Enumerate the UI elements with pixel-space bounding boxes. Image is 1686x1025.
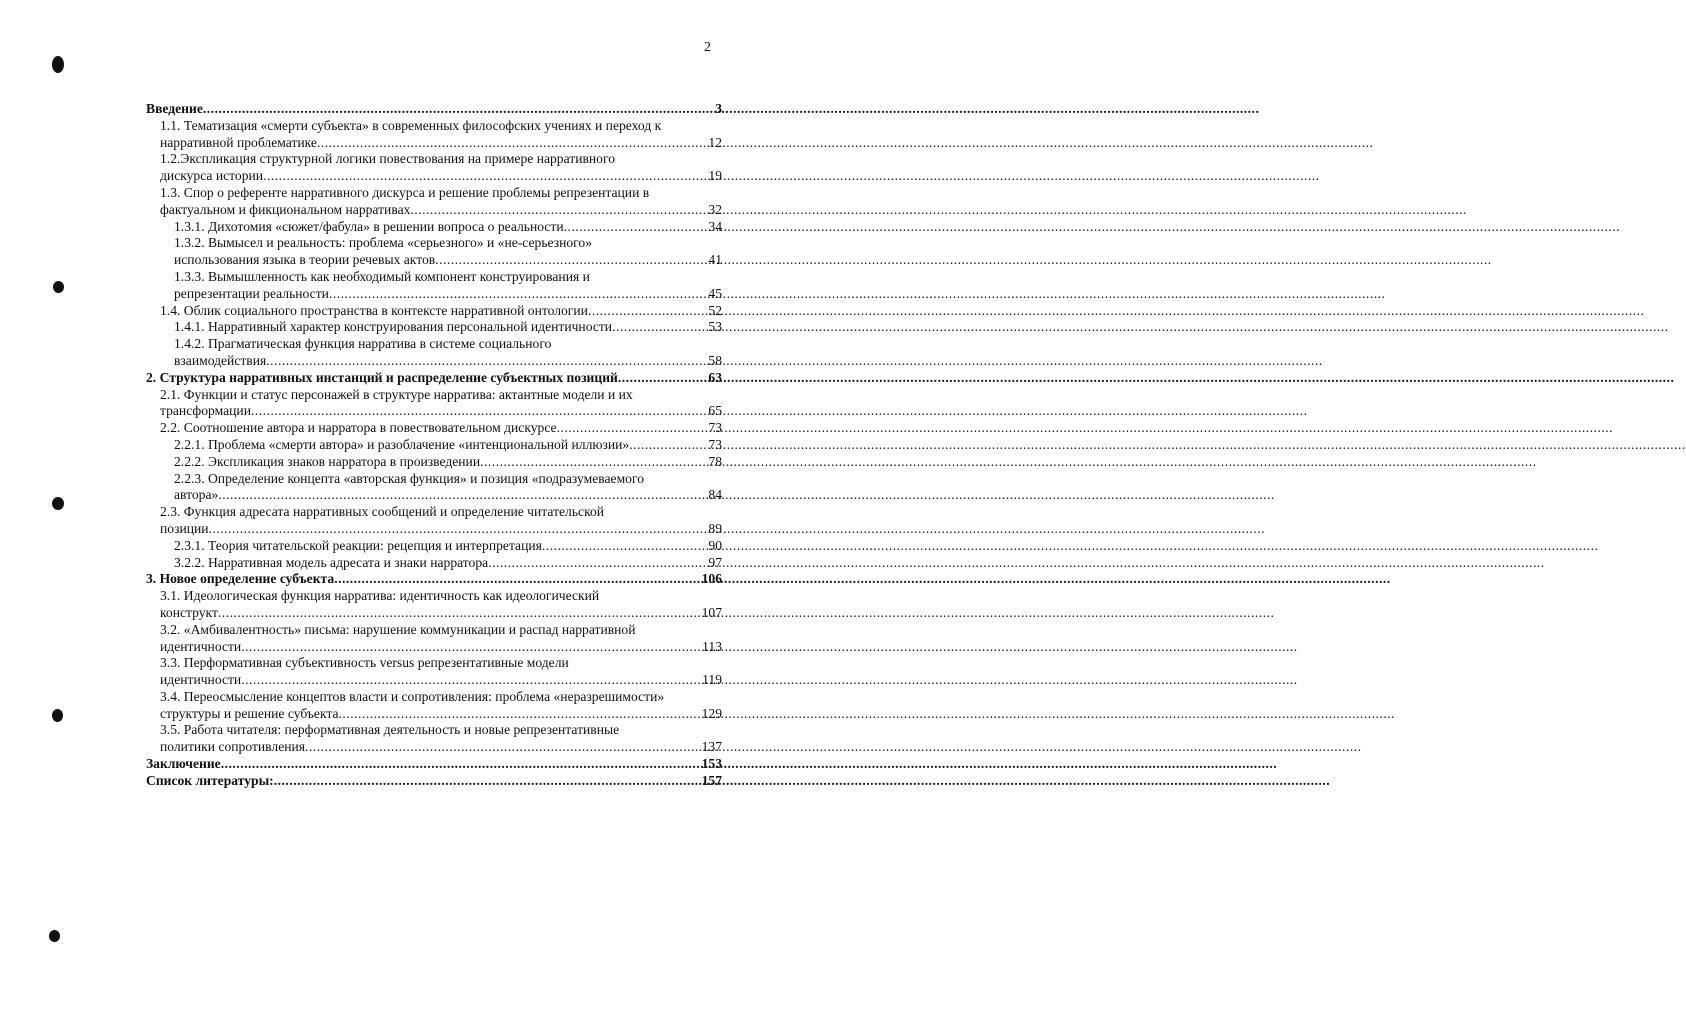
toc-entry (146, 168, 722, 185)
page-number: 2 (704, 40, 711, 55)
toc-entry-title: 1.3.3. Вымышленность как необходимый компонент конструирования и (174, 268, 590, 284)
toc-entry-page: 157 (701, 772, 722, 788)
toc-entry (146, 353, 722, 370)
toc-entry-title: автора» (174, 487, 219, 503)
toc-entry-title: 1.3.1. Дихотомия «сюжет/фабула» в решении вопроса о реальности (174, 218, 564, 234)
toc-entry (146, 219, 722, 236)
toc-entry (146, 403, 722, 420)
toc-entry-page: 107 (701, 604, 722, 620)
toc-entry-page: 3 (715, 101, 722, 116)
toc-entry-page: 89 (708, 520, 722, 536)
toc-entry-title: 3.4. Переосмысление концептов власти и сопротивления: проблема «неразрешимости» (160, 688, 665, 704)
toc-leader-dots (266, 353, 706, 370)
toc-entry-title: 2.2.1. Проблема «смерти автора» и разоблачение «интенциональной иллюзии» (174, 436, 630, 452)
toc-entry-page: 137 (701, 739, 722, 755)
toc-entry-title: 2.1. Функции и статус персонажей в структуре нарратива: актантные модели и их (160, 386, 633, 402)
toc-leader-dots (251, 403, 706, 420)
toc-entry-page: 129 (701, 705, 722, 721)
toc-entry (146, 269, 722, 286)
toc-entry-title: Заключение (146, 756, 221, 772)
toc-entry (146, 454, 722, 471)
toc-entry-title: 1.3.2. Вымысел и реальность: проблема «серьезного» и «не-серьезного» (174, 235, 593, 251)
toc-leader-dots (410, 202, 706, 219)
toc-entry-title: 2.2.3. Определение концепта «авторская функция» и позиция «подразумеваемого (174, 470, 644, 486)
toc-entry (146, 135, 722, 152)
toc-entry-title: взаимодействия (174, 352, 267, 368)
toc-entry (146, 336, 722, 353)
toc-leader-dots (241, 639, 700, 656)
toc-leader-dots (218, 605, 700, 622)
toc-entry (146, 655, 722, 672)
toc-entry (146, 370, 722, 387)
toc-entry-page: 12 (708, 134, 722, 150)
toc-leader-dots (588, 303, 706, 320)
toc-entry-title: 2. Структура нарративных инстанций и распределение субъектных позиций (146, 369, 618, 385)
toc-entry-title: 3.2. «Амбивалентность» письма: нарушение коммуникации и распад нарративной (160, 621, 636, 637)
toc-entry (146, 101, 722, 118)
toc-entry (146, 622, 722, 639)
toc-entry (146, 487, 722, 504)
toc-entry-title: 3.1. Идеологическая функция нарратива: идентичность как идеологический (160, 588, 600, 604)
toc-leader-dots (612, 319, 706, 336)
toc-entry (146, 387, 722, 404)
binder-hole-mark (49, 930, 60, 942)
toc-entry (146, 722, 722, 739)
toc-entry-title: позиции (160, 520, 209, 536)
toc-entry-page: 41 (708, 252, 722, 268)
toc-entry-title: использования языка в теории речевых актов (174, 252, 436, 268)
toc-entry-page: 53 (708, 319, 722, 335)
toc-entry-title: 3. Новое определение субъекта (146, 571, 335, 587)
binder-hole-mark (52, 709, 63, 722)
toc-entry (146, 538, 722, 555)
binder-hole-mark (52, 497, 64, 510)
toc-entry-title: 2.2.2. Экспликация знаков нарратора в произведении (174, 453, 481, 469)
toc-entry-page: 32 (708, 201, 722, 217)
toc-entry-page: 119 (702, 672, 722, 688)
toc-entry-title: 3.3. Перформативная субъективность versus репрезентативные модели (160, 655, 569, 671)
toc-entry-page: 90 (708, 537, 722, 553)
toc-entry (146, 286, 722, 303)
toc-entry (146, 689, 722, 706)
toc-leader-dots (274, 773, 700, 790)
toc-entry-title: идентичности (160, 638, 242, 654)
binder-hole-mark (53, 281, 64, 293)
toc-entry (146, 521, 722, 538)
toc-leader-dots (334, 571, 699, 588)
toc-entry-title: 1.1. Тематизация «смерти субъекта» в современных философских учениях и переход к (160, 117, 662, 133)
toc-leader-dots (209, 521, 707, 538)
toc-entry-page: 19 (708, 168, 722, 184)
toc-leader-dots (542, 538, 707, 555)
toc-entry-title: конструкт (160, 604, 218, 620)
toc-entry (146, 739, 722, 756)
toc-entry (146, 303, 722, 320)
toc-entry-title: трансформации (160, 403, 251, 419)
toc-leader-dots (488, 555, 706, 572)
toc-entry (146, 571, 722, 588)
toc-entry-title: Список литературы: (146, 772, 274, 788)
toc-entry (146, 151, 722, 168)
toc-entry (146, 235, 722, 252)
toc-entry-title: 3.5. Работа читателя: перформативная деятельность и новые репрезентативные (160, 722, 620, 738)
toc-leader-dots (203, 101, 713, 118)
toc-leader-dots (480, 454, 706, 471)
toc-entry-page: 97 (708, 554, 722, 570)
toc-entry-title: политики сопротивления (160, 739, 306, 755)
toc-entry (146, 471, 722, 488)
toc-entry (146, 773, 722, 790)
toc-entry-page: 34 (708, 218, 722, 234)
toc-entry-title: 1.4. Облик социального пространства в контексте нарративной онтологии (160, 302, 588, 318)
toc-entry-title: фактуальном и фикциональном нарративах (160, 201, 411, 217)
toc-entry (146, 202, 722, 219)
toc-entry (146, 437, 722, 454)
toc-leader-dots (629, 437, 706, 454)
toc-entry-page: 113 (702, 638, 722, 654)
toc-entry-title: идентичности (160, 672, 242, 688)
toc-entry (146, 672, 722, 689)
toc-entry-page: 52 (708, 302, 722, 318)
toc-entry (146, 639, 722, 656)
toc-entry-title: 1.4.1. Нарративный характер конструирования персональной идентичности (174, 319, 613, 335)
toc-entry-title: 1.3. Спор о референте нарративного дискурса и решение проблемы репрезентации в (160, 184, 650, 200)
toc-entry (146, 555, 722, 572)
toc-entry (146, 504, 722, 521)
toc-entry-page: 65 (708, 403, 722, 419)
toc-entry-title: репрезентации реальности (174, 285, 329, 301)
toc-entry-title: 1.2.Экспликация структурной логики повествования на примере нарративного (160, 151, 616, 167)
toc-entry-page: 153 (701, 756, 722, 772)
toc-entry-title: Введение (146, 101, 203, 116)
toc-entry-page: 84 (708, 487, 722, 503)
toc-leader-dots (263, 168, 706, 185)
toc-entry-page: 106 (701, 571, 722, 587)
toc-entry-title: 3.2.2. Нарративная модель адресата и знаки нарратора (174, 554, 489, 570)
toc-entry (146, 605, 722, 622)
toc-leader-dots (564, 219, 707, 236)
binder-hole-mark (52, 56, 64, 73)
toc-leader-dots (557, 420, 707, 437)
toc-entry-page: 73 (708, 436, 722, 452)
toc-entry-title: 2.2. Соотношение автора и нарратора в повествовательном дискурсе (160, 420, 557, 436)
toc-leader-dots (221, 756, 700, 773)
toc-leader-dots (218, 487, 706, 504)
table-of-contents (146, 101, 722, 790)
toc-entry-page: 78 (708, 453, 722, 469)
toc-entry (146, 118, 722, 135)
toc-leader-dots (329, 286, 706, 303)
toc-leader-dots (317, 135, 706, 152)
toc-entry-page: 58 (708, 352, 722, 368)
toc-entry (146, 588, 722, 605)
toc-entry-title: структуры и решение субъекта (160, 705, 339, 721)
toc-leader-dots (305, 739, 700, 756)
toc-entry-title: 2.3. Функция адресата нарративных сообщений и определение читательской (160, 504, 605, 520)
toc-entry-page: 73 (708, 420, 722, 436)
toc-leader-dots (241, 672, 700, 689)
toc-leader-dots (618, 370, 707, 387)
toc-entry (146, 319, 722, 336)
toc-entry-page: 63 (708, 369, 722, 385)
toc-entry (146, 420, 722, 437)
toc-entry-page: 45 (708, 285, 722, 301)
toc-entry (146, 706, 722, 723)
toc-leader-dots (339, 706, 700, 723)
toc-entry-title: дискурса истории (160, 168, 264, 184)
toc-leader-dots (435, 252, 706, 269)
toc-entry (146, 185, 722, 202)
toc-entry-title: 1.4.2. Прагматическая функция нарратива в системе социального (174, 336, 552, 352)
toc-entry (146, 756, 722, 773)
toc-entry-title: нарративной проблематике (160, 134, 317, 150)
toc-entry (146, 252, 722, 269)
toc-entry-title: 2.3.1. Теория читательской реакции: рецепция и интерпретация (174, 537, 542, 553)
